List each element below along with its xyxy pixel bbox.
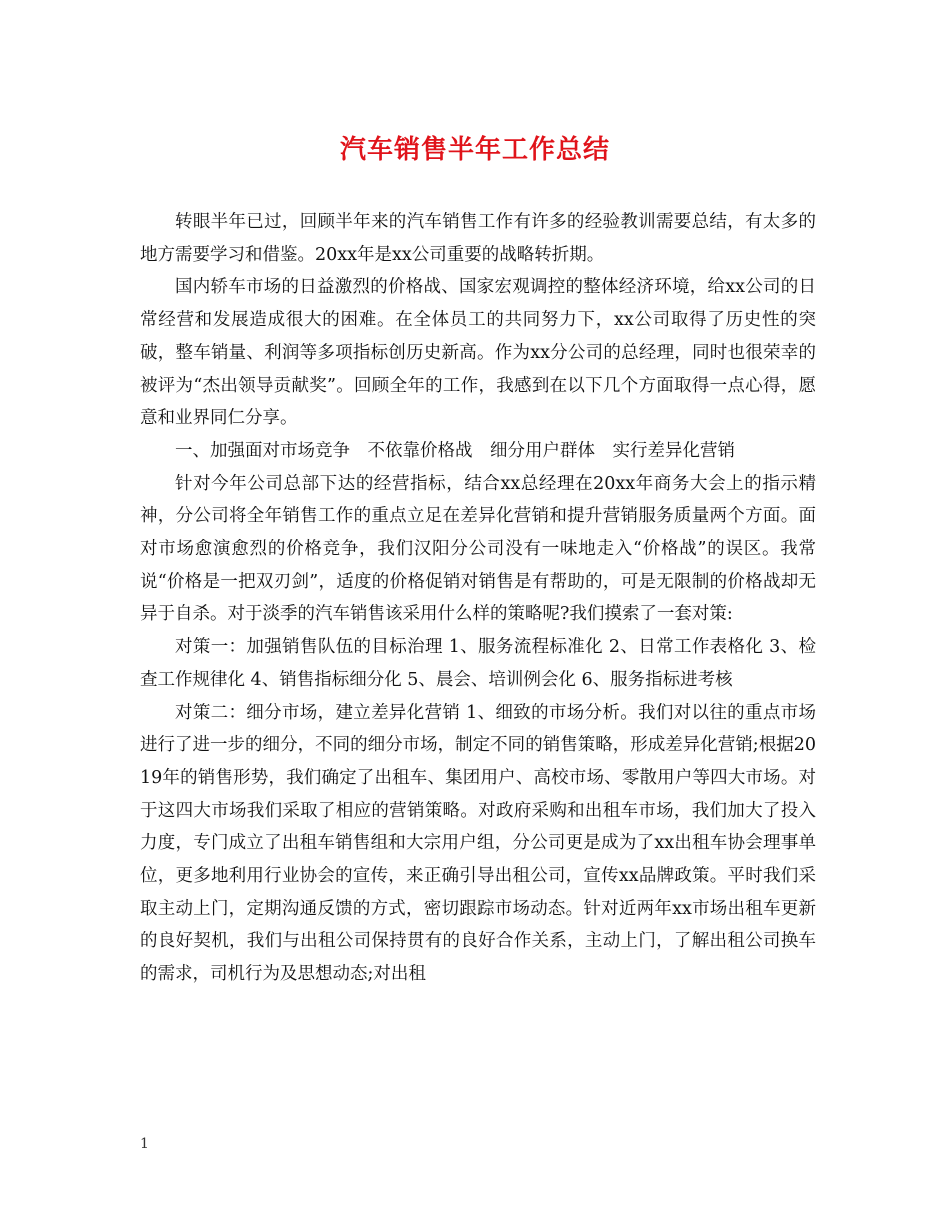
document-title: 汽车销售半年工作总结: [339, 135, 610, 165]
page-number: 1: [140, 1136, 149, 1152]
paragraph-intro: 转眼半年已过，回顾半年来的汽车销售工作有许多的经验教训需要总结，有太多的地方需要学习和借鉴。20xx年是xx公司重要的战略转折期。: [140, 212, 816, 265]
document-body: [140, 206, 816, 991]
paragraph-strategy: 针对今年公司总部下达的经营指标，结合xx总经理在20xx年商务大会上的指示精神，分公司将全年销售工作的重点立足在差异化营销和提升营销服务质量两个方面。面对市场愈演愈烈的价格竞争，我们汉阳分公司没有一味地走入“价格战”的误区。我常说“价格是一把双刃剑”，适度的价格促销对销售是有帮助的，可是无限制的价格战却无异于自杀。对于淡季的汽车销售该采用什么样的策略呢?我们摸索了一套对策:: [140, 473, 816, 625]
paragraph-measure-two: 对策二：细分市场，建立差异化营销 1、细致的市场分析。我们对以往的重点市场进行了进一步的细分，不同的细分市场，制定不同的销售策略，形成差异化营销;根据2019年的销售形势，我们确定了出租车、集团用户、高校市场、零散用户等四大市场。对于这四大市场我们采取了相应的营销策略。对政府采购和出租车市场，我们加大了投入力度，专门成立了出租车销售组和大宗用户组，分公司更是成为了xx出租车协会理事单位，更多地利用行业协会的宣传，来正确引导出租公司，宣传xx品牌政策。平时我们采取主动上门，定期沟通反馈的方式，密切跟踪市场动态。针对近两年xx市场出租车更新的良好契机，我们与出租公司保持贯有的良好合作关系，主动上门，了解出租公司换车的需求，司机行为及思想动态;对出租: [140, 702, 816, 985]
paragraph-market-background: 国内轿车市场的日益激烈的价格战、国家宏观调控的整体经济环境，给xx公司的日常经营和发展造成很大的困难。在全体员工的共同努力下，xx公司取得了历史性的突破，整车销量、利润等多项指标创历史新高。作为xx分公司的总经理，同时也很荣幸的被评为“杰出领导贡献奖”。回顾全年的工作，我感到在以下几个方面取得一点心得，愿意和业界同仁分享。: [140, 277, 816, 429]
paragraph-measure-one: 对策一：加强销售队伍的目标治理 1、服务流程标准化 2、日常工作表格化 3、检查工作规律化 4、销售指标细分化 5、晨会、培训例会化 6、服务指标进考核: [140, 637, 816, 690]
section-heading-1: 一、加强面对市场竞争 不依靠价格战 细分用户群体 实行差异化营销: [175, 440, 735, 461]
